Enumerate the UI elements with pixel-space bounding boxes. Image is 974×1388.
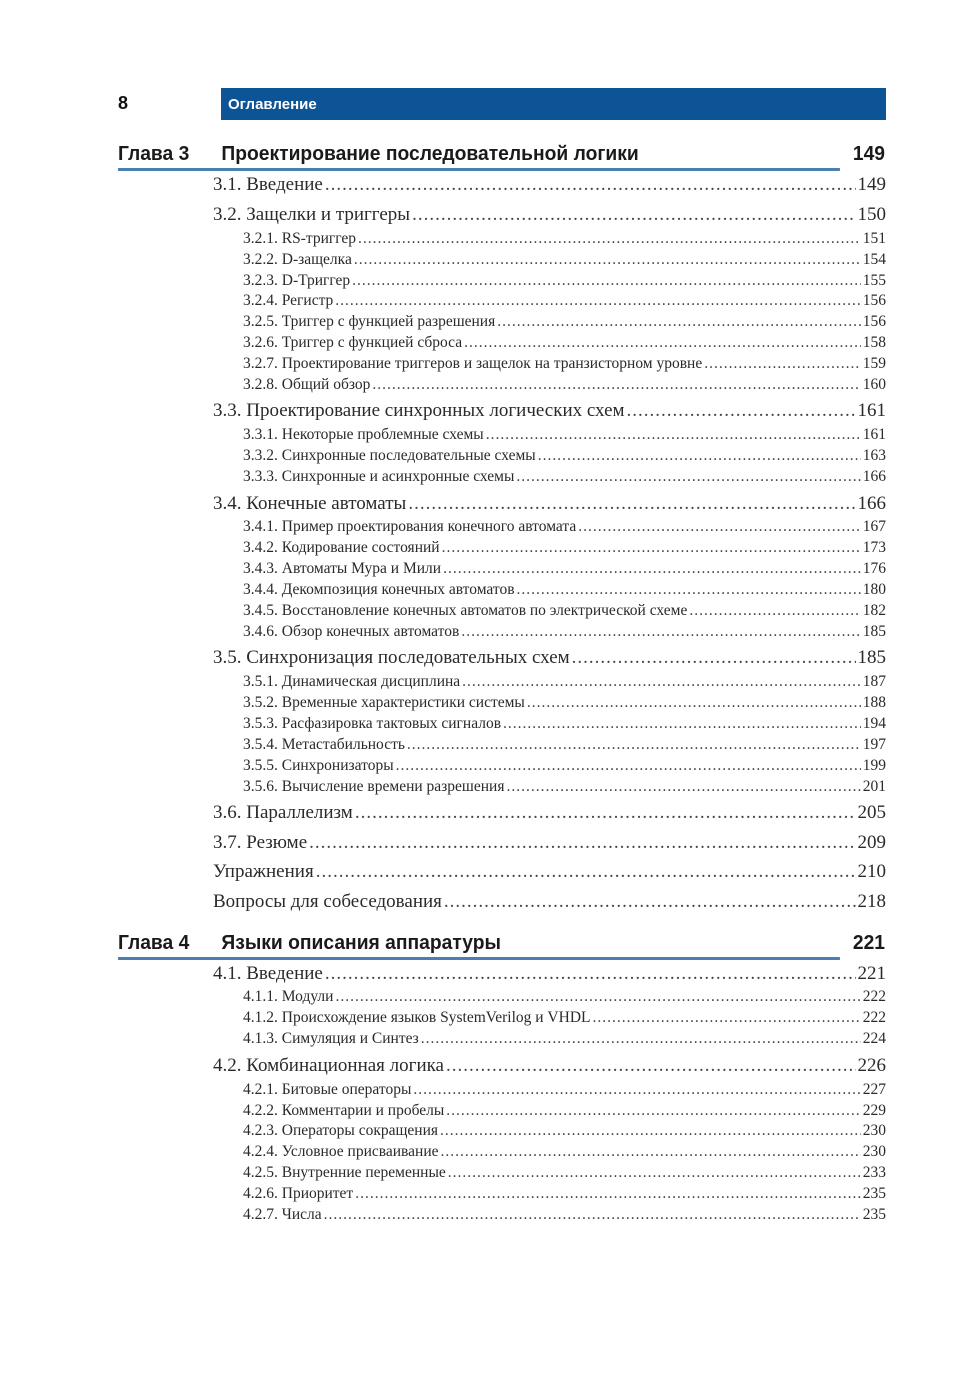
dot-leader bbox=[407, 736, 861, 754]
entry-page: 185 bbox=[862, 623, 886, 640]
entry-page: 156 bbox=[862, 292, 886, 309]
entry-title: 3.4. Конечные автоматы bbox=[213, 493, 407, 514]
dot-leader bbox=[358, 230, 861, 248]
toc-subsection-entry[interactable] bbox=[243, 736, 886, 754]
entry-page: 161 bbox=[857, 400, 886, 421]
entry-page: 235 bbox=[862, 1185, 886, 1202]
entry-page: 221 bbox=[857, 963, 886, 984]
dot-leader bbox=[324, 1206, 861, 1224]
dot-leader bbox=[372, 376, 860, 394]
entry-page: 176 bbox=[862, 560, 886, 577]
toc-subsection-entry[interactable] bbox=[243, 334, 886, 352]
dot-leader bbox=[442, 539, 861, 557]
dot-leader bbox=[354, 251, 861, 269]
entry-page: 224 bbox=[862, 1030, 886, 1047]
entry-title: 3.3.3. Синхронные и асинхронные схемы bbox=[243, 468, 515, 485]
dot-leader bbox=[503, 715, 861, 733]
entry-title: 3.3.2. Синхронные последовательные схемы bbox=[243, 447, 536, 464]
toc-section-entry[interactable] bbox=[213, 174, 886, 196]
entry-title: 4.1. Введение bbox=[213, 963, 323, 984]
toc-subsection-entry[interactable] bbox=[243, 1143, 886, 1161]
toc-subsection-entry[interactable] bbox=[243, 355, 886, 373]
toc-subsection-entry[interactable] bbox=[243, 1009, 886, 1027]
entry-title: 3.4.6. Обзор конечных автоматов bbox=[243, 623, 460, 640]
toc-subsection-entry[interactable] bbox=[243, 602, 886, 620]
dot-leader bbox=[355, 802, 856, 824]
dot-leader bbox=[441, 1143, 861, 1161]
entry-page: 160 bbox=[862, 376, 886, 393]
chapter-label: Глава 3 bbox=[118, 142, 190, 165]
dot-leader bbox=[592, 1009, 860, 1027]
toc-section-entry[interactable] bbox=[213, 861, 886, 883]
toc-subsection-entry[interactable] bbox=[243, 778, 886, 796]
entry-page: 149 bbox=[857, 174, 886, 195]
entry-title: 4.2.7. Числа bbox=[243, 1206, 322, 1223]
entry-title: 3.2. Защелки и триггеры bbox=[213, 204, 411, 225]
entry-page: 229 bbox=[862, 1102, 886, 1119]
dot-leader bbox=[462, 673, 861, 691]
dot-leader bbox=[486, 426, 861, 444]
entry-title: 3.2.7. Проектирование триггеров и защелок на транзисторном уровне bbox=[243, 355, 703, 372]
entry-title: 3.5.3. Расфазировка тактовых сигналов bbox=[243, 715, 502, 732]
dot-leader bbox=[517, 581, 861, 599]
entry-title: 4.2. Комбинационная логика bbox=[213, 1055, 444, 1076]
chapter-page: 149 bbox=[852, 142, 886, 165]
toc-subsection-entry[interactable] bbox=[243, 715, 886, 733]
toc-subsection-entry[interactable] bbox=[243, 581, 886, 599]
dot-leader bbox=[506, 778, 860, 796]
toc-subsection-entry[interactable] bbox=[243, 447, 886, 465]
dot-leader bbox=[578, 518, 861, 536]
toc-subsection-entry[interactable] bbox=[243, 1206, 886, 1224]
entry-title: 4.2.5. Внутренние переменные bbox=[243, 1164, 446, 1181]
dot-leader bbox=[412, 204, 855, 226]
entry-page: 166 bbox=[857, 493, 886, 514]
entry-page: 166 bbox=[862, 468, 886, 485]
toc-section-entry[interactable] bbox=[213, 832, 886, 854]
toc-subsection-entry[interactable] bbox=[243, 694, 886, 712]
entry-title: 3.4.1. Пример проектирования конечного автомата bbox=[243, 518, 577, 535]
entry-title: 3.2.6. Триггер с функцией сброса bbox=[243, 334, 463, 351]
entry-title: 3.2.2. D-защелка bbox=[243, 251, 352, 268]
entry-title: 3.2.4. Регистр bbox=[243, 292, 334, 309]
dot-leader bbox=[443, 560, 861, 578]
toc-subsection-entry[interactable] bbox=[243, 757, 886, 775]
entry-title: 4.1.2. Происхождение языков SystemVerilog и VHDL bbox=[243, 1009, 591, 1026]
dot-leader bbox=[335, 988, 860, 1006]
entry-page: 201 bbox=[862, 778, 886, 795]
dot-leader bbox=[516, 468, 860, 486]
dot-leader bbox=[325, 963, 856, 985]
entry-title: 3.2.3. D-Триггер bbox=[243, 272, 351, 289]
dot-leader bbox=[440, 1122, 861, 1140]
toc-subsection-entry[interactable] bbox=[243, 1185, 886, 1203]
entry-page: 222 bbox=[862, 988, 886, 1005]
entry-title: 4.2.2. Комментарии и пробелы bbox=[243, 1102, 445, 1119]
entry-page: 159 bbox=[862, 355, 886, 372]
dot-leader bbox=[572, 647, 856, 669]
toc-section-entry[interactable] bbox=[213, 1055, 886, 1077]
entry-page: 235 bbox=[862, 1206, 886, 1223]
toc-section-entry[interactable] bbox=[213, 400, 886, 422]
entry-page: 209 bbox=[857, 832, 886, 853]
entry-title: 4.1.1. Модули bbox=[243, 988, 334, 1005]
entry-title: 4.2.1. Битовые операторы bbox=[243, 1081, 412, 1098]
entry-page: 199 bbox=[862, 757, 886, 774]
entry-page: 161 bbox=[862, 426, 886, 443]
entry-page: 226 bbox=[857, 1055, 886, 1076]
entry-title: 3.5.5. Синхронизаторы bbox=[243, 757, 394, 774]
dot-leader bbox=[335, 292, 860, 310]
entry-page: 222 bbox=[862, 1009, 886, 1026]
toc-subsection-entry[interactable] bbox=[243, 272, 886, 290]
entry-title: 3.5.2. Временные характеристики системы bbox=[243, 694, 525, 711]
dot-leader bbox=[413, 1081, 860, 1099]
chapter-heading[interactable] bbox=[118, 140, 886, 171]
entry-page: 156 bbox=[862, 313, 886, 330]
entry-page: 210 bbox=[857, 861, 886, 882]
entry-page: 154 bbox=[862, 251, 886, 268]
toc-section-entry[interactable] bbox=[213, 493, 886, 515]
toc-subsection-entry[interactable] bbox=[243, 1122, 886, 1140]
toc-subsection-entry[interactable] bbox=[243, 313, 886, 331]
entry-title: 3.5.1. Динамическая дисциплина bbox=[243, 673, 461, 690]
entry-title: 3.2.5. Триггер с функцией разрешения bbox=[243, 313, 496, 330]
entry-title: 3.6. Параллелизм bbox=[213, 802, 353, 823]
dot-leader bbox=[316, 861, 856, 883]
entry-page: 194 bbox=[862, 715, 886, 732]
chapter-title: Языки описания аппаратуры bbox=[221, 931, 501, 954]
entry-page: 218 bbox=[857, 891, 886, 912]
chapter-label: Глава 4 bbox=[118, 931, 190, 954]
entry-title: 3.4.2. Кодирование состояний bbox=[243, 539, 440, 556]
dot-leader bbox=[461, 623, 860, 641]
toc-subsection-entry[interactable] bbox=[243, 292, 886, 310]
entry-title: Вопросы для собеседования bbox=[213, 891, 442, 912]
toc-subsection-entry[interactable] bbox=[243, 1030, 886, 1048]
toc-subsection-entry[interactable] bbox=[243, 623, 886, 641]
toc-subsection-entry[interactable] bbox=[243, 376, 886, 394]
entry-title: 3.2.1. RS-триггер bbox=[243, 230, 357, 247]
entry-title: 4.2.6. Приоритет bbox=[243, 1185, 354, 1202]
entry-page: 230 bbox=[862, 1143, 886, 1160]
toc-subsection-entry[interactable] bbox=[243, 1081, 886, 1099]
toc-section-entry[interactable] bbox=[213, 802, 886, 824]
entry-title: 3.4.5. Восстановление конечных автоматов по электрической схеме bbox=[243, 602, 688, 619]
toc-section-entry[interactable] bbox=[213, 963, 886, 985]
entry-page: 150 bbox=[857, 204, 886, 225]
entry-title: 4.2.4. Условное присваивание bbox=[243, 1143, 439, 1160]
entry-title: 3.2.8. Общий обзор bbox=[243, 376, 371, 393]
dot-leader bbox=[421, 1030, 861, 1048]
dot-leader bbox=[408, 493, 855, 515]
page-number: 8 bbox=[118, 93, 129, 113]
entry-title: 3.3.1. Некоторые проблемные схемы bbox=[243, 426, 484, 443]
toc-subsection-entry[interactable] bbox=[243, 539, 886, 557]
toc-subsection-entry[interactable] bbox=[243, 560, 886, 578]
entry-title: 4.2.3. Операторы сокращения bbox=[243, 1122, 439, 1139]
toc-subsection-entry[interactable] bbox=[243, 426, 886, 444]
dot-leader bbox=[527, 694, 861, 712]
entry-title: 3.7. Резюме bbox=[213, 832, 308, 853]
entry-page: 185 bbox=[857, 647, 886, 668]
entry-page: 230 bbox=[862, 1122, 886, 1139]
entry-page: 158 bbox=[862, 334, 886, 351]
dot-leader bbox=[464, 334, 861, 352]
entry-title: 3.5.4. Метастабильность bbox=[243, 736, 405, 753]
entry-page: 155 bbox=[862, 272, 886, 289]
toc-subsection-entry[interactable] bbox=[243, 1164, 886, 1182]
entry-page: 187 bbox=[862, 673, 886, 690]
toc-subsection-entry[interactable] bbox=[243, 1102, 886, 1120]
toc-section-entry[interactable] bbox=[213, 647, 886, 669]
dot-leader bbox=[627, 400, 856, 422]
section-header-bar bbox=[221, 88, 886, 120]
dot-leader bbox=[444, 891, 856, 913]
entry-title: 3.5. Синхронизация последовательных схем bbox=[213, 647, 570, 668]
entry-page: 180 bbox=[862, 581, 886, 598]
toc-subsection-entry[interactable] bbox=[243, 673, 886, 691]
dot-leader bbox=[352, 272, 861, 290]
entry-page: 227 bbox=[862, 1081, 886, 1098]
entry-page: 151 bbox=[862, 230, 886, 247]
toc-section-entry[interactable] bbox=[213, 204, 886, 226]
chapter-title: Проектирование последовательной логики bbox=[221, 142, 639, 165]
chapter-heading[interactable] bbox=[118, 929, 886, 960]
dot-leader bbox=[325, 174, 856, 196]
entry-page: 182 bbox=[862, 602, 886, 619]
entry-title: 3.1. Введение bbox=[213, 174, 323, 195]
dot-leader bbox=[309, 832, 855, 854]
dot-leader bbox=[446, 1055, 856, 1077]
entry-page: 173 bbox=[862, 539, 886, 556]
dot-leader bbox=[448, 1164, 861, 1182]
section-title: Оглавление bbox=[228, 96, 317, 113]
toc-subsection-entry[interactable] bbox=[243, 251, 886, 269]
dot-leader bbox=[538, 447, 861, 465]
dot-leader bbox=[497, 313, 861, 331]
entry-page: 188 bbox=[862, 694, 886, 711]
entry-page: 167 bbox=[862, 518, 886, 535]
entry-title: 4.1.3. Симуляция и Синтез bbox=[243, 1030, 419, 1047]
toc-subsection-entry[interactable] bbox=[243, 988, 886, 1006]
entry-page: 197 bbox=[862, 736, 886, 753]
dot-leader bbox=[355, 1185, 861, 1203]
toc-section-entry[interactable] bbox=[213, 891, 886, 913]
entry-title: 3.3. Проектирование синхронных логических схем bbox=[213, 400, 625, 421]
dot-leader bbox=[396, 757, 861, 775]
dot-leader bbox=[446, 1102, 860, 1120]
toc-subsection-entry[interactable] bbox=[243, 468, 886, 486]
entry-title: 3.5.6. Вычисление времени разрешения bbox=[243, 778, 505, 795]
entry-title: Упражнения bbox=[213, 861, 314, 882]
entry-page: 163 bbox=[862, 447, 886, 464]
entry-page: 205 bbox=[857, 802, 886, 823]
entry-title: 3.4.4. Декомпозиция конечных автоматов bbox=[243, 581, 515, 598]
toc-subsection-entry[interactable] bbox=[243, 518, 886, 536]
dot-leader bbox=[689, 602, 860, 620]
entry-title: 3.4.3. Автоматы Мура и Мили bbox=[243, 560, 442, 577]
chapter-page: 221 bbox=[852, 931, 886, 954]
entry-page: 233 bbox=[862, 1164, 886, 1181]
dot-leader bbox=[704, 355, 861, 373]
toc-subsection-entry[interactable] bbox=[243, 230, 886, 248]
